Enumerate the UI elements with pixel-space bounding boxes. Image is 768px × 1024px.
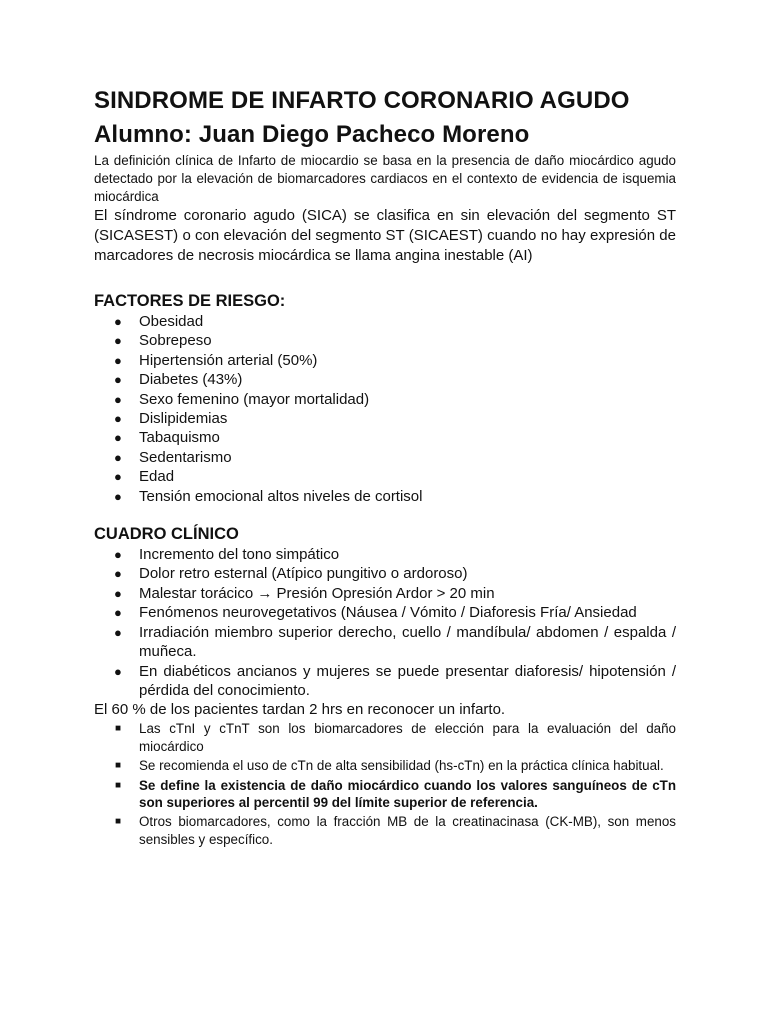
- list-item: ● Irradiación miembro superior derecho, cuello / mandíbula/ abdomen / espalda / muñeca.: [114, 623, 676, 661]
- square-bullet-icon: ■: [115, 779, 122, 791]
- bullet-icon: ●: [114, 488, 122, 504]
- bullet-icon: ●: [114, 605, 122, 621]
- bullet-icon: ●: [114, 372, 122, 388]
- risk-factors-heading: FACTORES DE RIESGO:: [94, 292, 286, 310]
- list-item: ● Sexo femenino (mayor mortalidad): [114, 390, 370, 408]
- document-content: [94, 84, 676, 848]
- bullet-icon: ●: [114, 469, 122, 485]
- list-item: ● Sobrepeso: [114, 332, 212, 350]
- student-name: Alumno: Juan Diego Pacheco Moreno: [94, 121, 530, 148]
- list-item: ● Tabaquismo: [114, 429, 220, 447]
- intro-paragraph-1: La definición clínica de Infarto de miocardio se basa en la presencia de daño miocárdico agudo detectado por la elevación de biomarcadores cardiacos en el contexto de evidencia de isquemia miocárdica: [94, 153, 676, 204]
- list-item: ■ Se define la existencia de daño miocárdico cuando los valores sanguíneos de cTn son superiores al percentil 99 del límite superior de referencia.: [115, 777, 676, 810]
- list-item: ● Tensión emocional altos niveles de cortisol: [114, 487, 423, 505]
- bullet-icon: ●: [114, 314, 122, 329]
- list-item: ■ Las cTnI y cTnT son los biomarcadores de elección para la evaluación del daño miocárdico: [115, 721, 676, 754]
- list-item: ● En diabéticos ancianos y mujeres se puede presentar diaforesis/ hipotensión / pérdida del conocimiento.: [114, 662, 676, 699]
- bullet-icon: ●: [114, 430, 122, 446]
- list-item: ● Hipertensión arterial (50%): [114, 351, 318, 369]
- list-item: ● Obesidad: [114, 313, 204, 330]
- bullet-icon: ●: [114, 333, 122, 349]
- risk-factors-list: [94, 312, 676, 506]
- bullet-icon: ●: [114, 352, 122, 368]
- list-item: ■ Otros biomarcadores, como la fracción MB de la creatinacinasa (CK-MB), son menos sensibles y específico.: [115, 814, 676, 847]
- bullet-icon: ●: [114, 566, 122, 582]
- note-paragraph: El 60 % de los pacientes tardan 2 hrs en reconocer un infarto.: [94, 701, 506, 719]
- bullet-icon: ●: [114, 663, 122, 679]
- list-item: ■ Se recomienda el uso de cTn de alta sensibilidad (hs-cTn) en la práctica clínica habitual.: [115, 758, 664, 774]
- bullet-icon: ●: [114, 624, 122, 640]
- list-item: ● Dolor retro esternal (Atípico pungitivo o ardoroso): [114, 565, 468, 583]
- list-item: ● Edad: [114, 468, 175, 486]
- biomarker-list: [94, 720, 676, 848]
- square-bullet-icon: ■: [115, 816, 122, 828]
- bullet-icon: ●: [114, 391, 122, 407]
- list-item: ● Malestar torácico → Presión Opresión Ardor > 20 min: [114, 584, 495, 602]
- document-title: SINDROME DE INFARTO CORONARIO AGUDO: [94, 87, 630, 114]
- list-item: ● Dislipidemias: [114, 410, 228, 428]
- square-bullet-icon: ■: [115, 723, 122, 735]
- list-item: ● Sedentarismo: [114, 448, 232, 466]
- bullet-icon: ●: [114, 547, 122, 563]
- clinical-list: [94, 545, 676, 700]
- list-item: ● Diabetes (43%): [114, 371, 243, 389]
- list-item: ● Fenómenos neurovegetativos (Náusea / Vómito / Diaforesis Fría/ Ansiedad: [114, 604, 637, 622]
- bullet-icon: ●: [114, 449, 122, 465]
- intro-paragraph-2: El síndrome coronario agudo (SICA) se clasifica en sin elevación del segmento ST (SICASEST) o con elevación del segmento ST (SICAEST) cuando no hay expresión de marcadores de necrosis miocárdica se llama angina inestable (AI): [94, 207, 676, 264]
- bullet-icon: ●: [114, 585, 122, 601]
- bullet-icon: ●: [114, 411, 122, 427]
- clinical-heading: CUADRO CLÍNICO: [94, 525, 239, 544]
- square-bullet-icon: ■: [115, 760, 122, 772]
- list-item: ● Incremento del tono simpático: [114, 546, 340, 564]
